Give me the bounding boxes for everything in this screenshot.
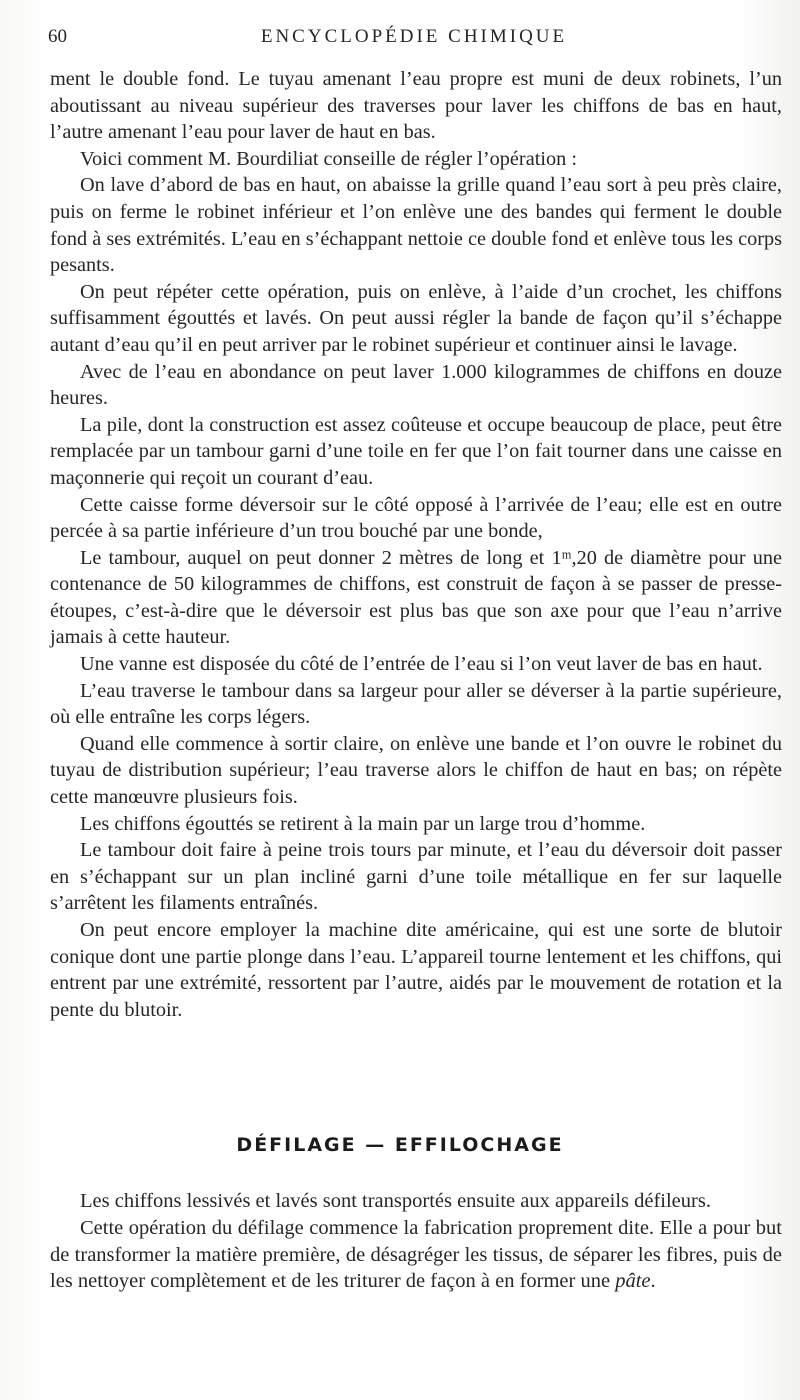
paragraph: Quand elle commence à sortir claire, on enlève une bande et l’on ouvre le robinet du tuyau de distribution supérieur; l’eau traverse alors le chiffon de haut en bas; on répète cette manœuvre plusieurs fois. [50, 732, 782, 809]
paragraph: Le tambour doit faire à peine trois tours par minute, et l’eau du déversoir doit passer en s’échappant sur un plan incliné garni d’une toile métallique en fer sur laquelle s’arrêtent les filaments entraînés. [50, 839, 782, 915]
paragraph: Cette caisse forme déversoir sur le côté opposé à l’arrivée de l’eau; elle est en outre percée à sa partie inférieure d’un trou bouché par une bonde, [50, 493, 782, 543]
paragraph: La pile, dont la construction est assez coûteuse et occupe beaucoup de place, peut être remplacée par un tambour garni d’une toile en fer que l’on fait tourner dans une caisse en maçonnerie qui reçoit un courant d’eau. [50, 413, 782, 489]
section-body-text [50, 1188, 782, 1295]
page-number: 60 [48, 26, 67, 47]
paragraph: Voici comment M. Bourdiliat conseille de régler l’opération : [80, 147, 577, 170]
paragraph: Les chiffons égouttés se retirent à la main par un large trou d’homme. [80, 812, 646, 835]
italic-term: pâte [615, 1270, 651, 1293]
section-heading: DÉFILAGE — EFFILOCHAGE [236, 1134, 564, 1156]
paragraph: On peut encore employer la machine dite américaine, qui est une sorte de blutoir conique dont une partie plonge dans l’eau. L’appareil tourne lentement et les chiffons, qui entrent par une extrémité, ressortent par l’autre, aidés par le mouvement de rotation et la pente du blutoir. [50, 919, 782, 1021]
paragraph: Le tambour, auquel on peut donner 2 mètres de long et 1ᵐ,20 de diamètre pour une contenance de 50 kilogrammes de chiffons, est construit de façon à se passer de presse-étoupes, c’est-à-dire que le déversoir est plus bas que son axe pour que l’eau n’arrive jamais à cette hauteur. [50, 546, 782, 649]
paragraph-text: Cette opération du défilage commence la fabrication proprement dite. Elle a pour but de transformer la matière première, de désagréger les tissus, de séparer les fibres, puis de les nettoyer complètement et de les triturer de façon à en former une [50, 1216, 782, 1293]
paragraph [50, 1215, 782, 1295]
running-head: ENCYCLOPÉDIE CHIMIQUE [260, 26, 568, 47]
paragraph: Avec de l’eau en abondance on peut laver 1.000 kilogrammes de chiffons en douze heures. [50, 360, 782, 410]
paragraph: ment le double fond. Le tuyau amenant l’eau propre est muni de deux robinets, l’un aboutissant au niveau supérieur des traverses pour laver les chiffons de bas en haut, l’autre amenant l’eau pour laver de haut en bas. [50, 68, 782, 144]
body-text [50, 66, 782, 1023]
paragraph: L’eau traverse le tambour dans sa largeur pour aller se déverser à la partie supérieure, où elle entraîne les corps légers. [50, 679, 782, 729]
paragraph-end: . [650, 1270, 656, 1293]
page-header [48, 26, 780, 56]
paragraph: On peut répéter cette opération, puis on enlève, à l’aide d’un crochet, les chiffons suffisamment égouttés et lavés. On peut aussi régler la bande de façon qu’il s’échappe autant d’eau qu’il en peut arriver par le robinet supérieur et continuer ainsi le lavage. [50, 280, 782, 356]
paragraph: On lave d’abord de bas en haut, on abaisse la grille quand l’eau sort à peu près claire, puis on ferme le robinet inférieur et l’on enlève une des bandes qui ferment le double fond à ses extrémités. L’eau en s’échappant nettoie ce double fond et enlève tous les corps pesants. [50, 174, 782, 277]
paragraph: Une vanne est disposée du côté de l’entrée de l’eau si l’on veut laver de bas en haut. [80, 653, 763, 676]
paragraph: Les chiffons lessivés et lavés sont transportés ensuite aux appareils défileurs. [80, 1190, 711, 1212]
